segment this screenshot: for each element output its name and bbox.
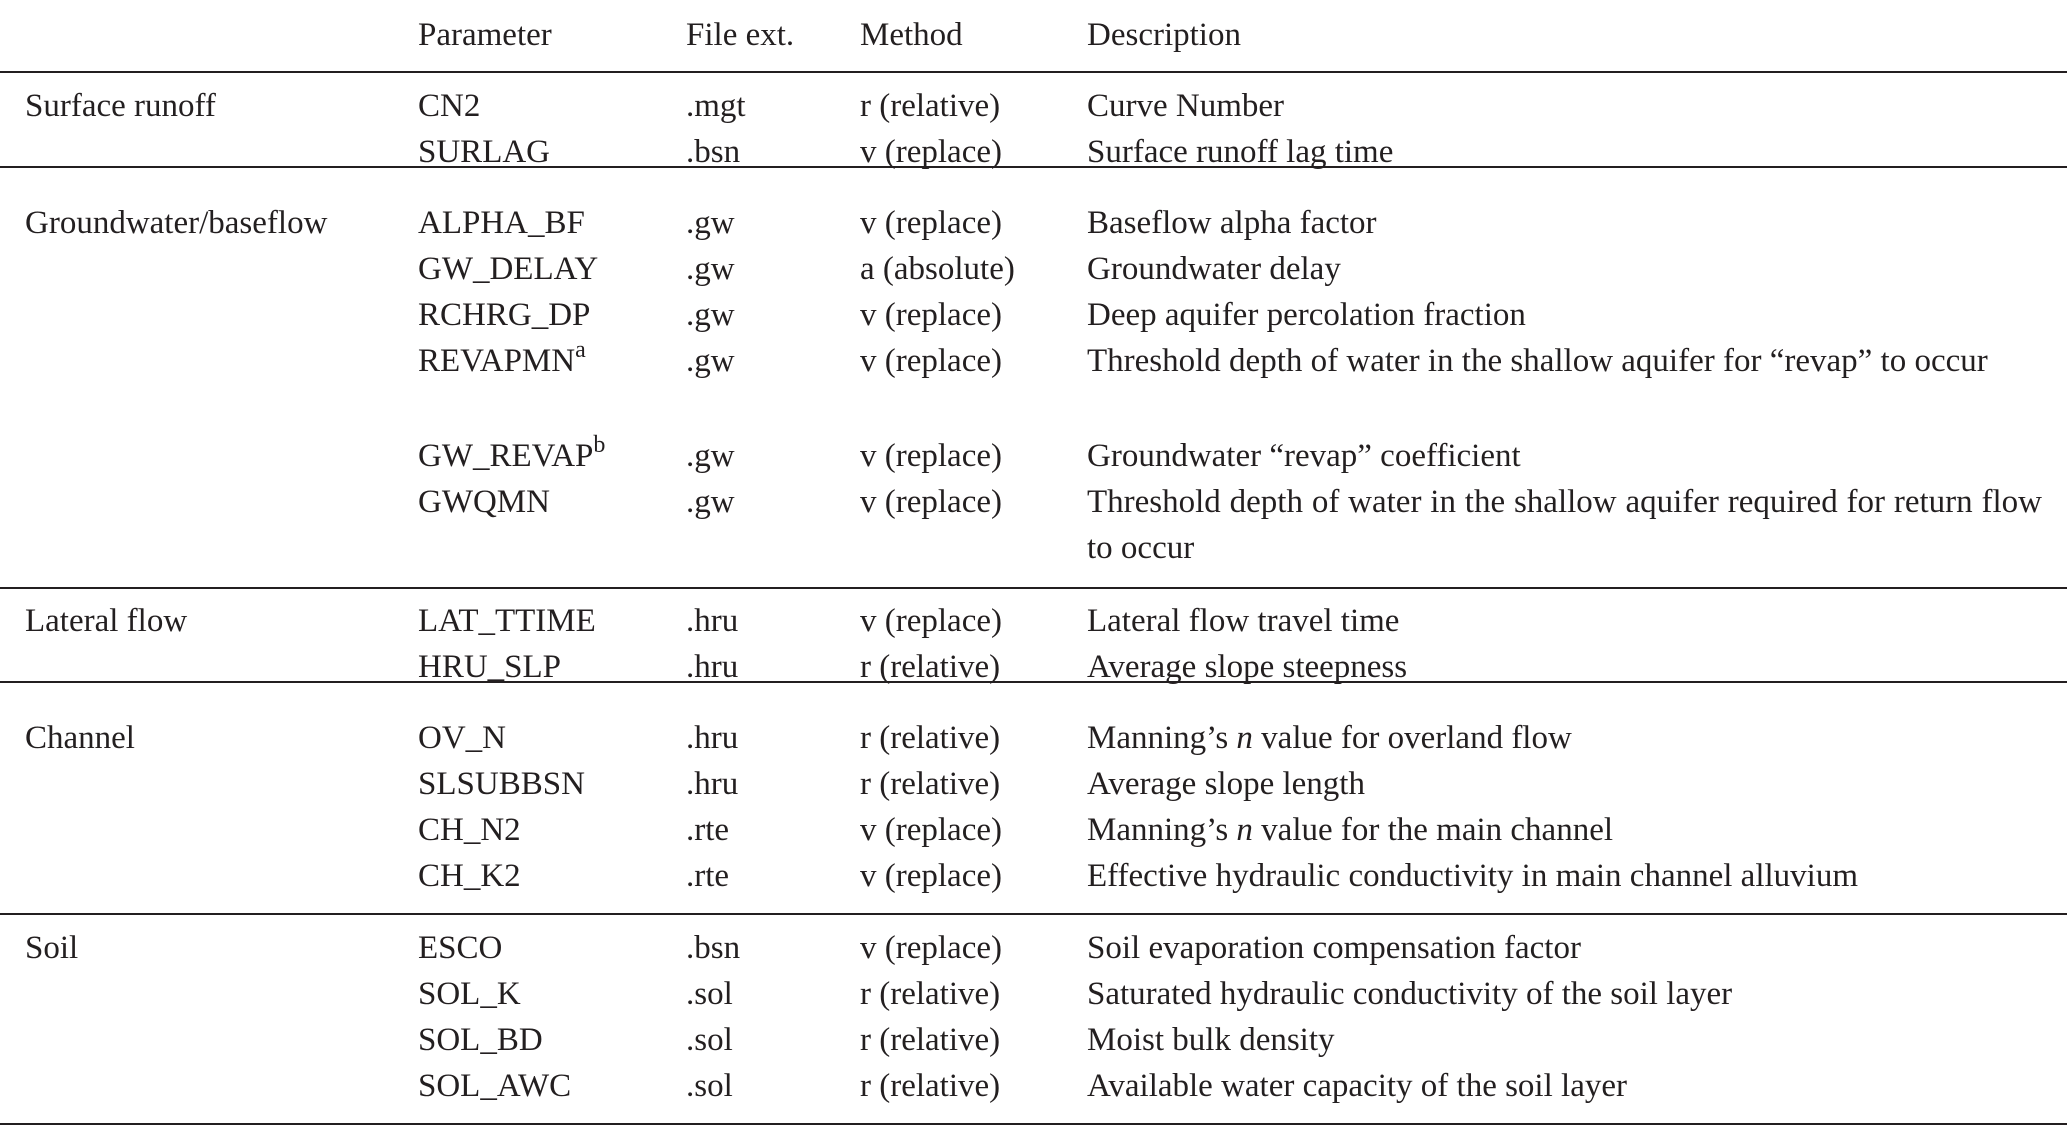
method-cell: v (replace) <box>860 858 1002 894</box>
footnote-marker: a <box>575 337 586 363</box>
method-cell: v (replace) <box>860 297 1002 333</box>
header-parameter: Parameter <box>418 17 552 53</box>
ext-cell: .gw <box>686 343 735 379</box>
group-label: Lateral flow <box>25 603 188 639</box>
description-cell <box>1087 715 2042 761</box>
bottom-rule <box>0 1123 2067 1125</box>
header-rule <box>0 71 2067 73</box>
parameter-cell: SLSUBBSN <box>418 766 585 802</box>
method-cell: v (replace) <box>860 812 1002 848</box>
ext-cell: .rte <box>686 812 730 848</box>
parameter-name: REVAPMN <box>418 343 576 379</box>
method-cell: v (replace) <box>860 205 1002 241</box>
footnote-marker: b <box>593 432 606 458</box>
parameter-cell: CH_K2 <box>418 858 521 894</box>
description-cell <box>1087 807 2042 853</box>
ext-cell: .bsn <box>686 930 741 966</box>
description-cell: Threshold depth of water in the shallow aquifer for “revap” to occur <box>1087 343 1988 379</box>
parameter-cell: SURLAG <box>418 134 551 170</box>
description-italic: n <box>1236 812 1253 848</box>
description-italic: n <box>1236 720 1253 756</box>
header-method: Method <box>860 17 963 53</box>
description-cell: Average slope steepness <box>1087 649 1408 685</box>
method-cell: r (relative) <box>860 1068 1001 1104</box>
ext-cell: .bsn <box>686 134 741 170</box>
description-cell: Threshold depth of water in the shallow aquifer required for return flow to occur <box>1087 484 2042 566</box>
description-cell: Curve Number <box>1087 88 1285 124</box>
method-cell: v (replace) <box>860 343 1002 379</box>
group-label: Groundwater/baseflow <box>25 205 328 241</box>
method-cell: v (replace) <box>860 484 1002 520</box>
ext-cell: .gw <box>686 438 735 474</box>
description-cell: Deep aquifer percolation fraction <box>1087 297 1526 333</box>
ext-cell: .sol <box>686 1022 733 1058</box>
group-label: Surface runoff <box>25 88 216 124</box>
parameter-cell <box>418 433 605 479</box>
description-cell: Soil evaporation compensation factor <box>1087 930 1581 966</box>
ext-cell: .rte <box>686 858 730 894</box>
header-description: Description <box>1087 17 1241 53</box>
method-cell: v (replace) <box>860 134 1002 170</box>
method-cell: r (relative) <box>860 720 1001 756</box>
ext-cell: .gw <box>686 484 735 520</box>
parameter-name: GW_REVAP <box>418 438 594 474</box>
ext-cell: .gw <box>686 297 735 333</box>
parameter-cell: CN2 <box>418 88 481 124</box>
parameter-cell: LAT_TTIME <box>418 603 596 639</box>
ext-cell: .sol <box>686 1068 733 1104</box>
description-cell: Effective hydraulic conductivity in main channel alluvium <box>1087 858 1858 894</box>
group-label: Soil <box>25 930 79 966</box>
group-divider <box>0 587 2067 589</box>
parameter-cell: SOL_K <box>418 976 521 1012</box>
ext-cell: .hru <box>686 649 739 685</box>
parameter-cell: HRU_SLP <box>418 649 562 685</box>
description-text: value for overland flow <box>1252 720 1572 756</box>
method-cell: r (relative) <box>860 766 1001 802</box>
parameter-cell: GW_DELAY <box>418 251 599 287</box>
parameter-cell <box>418 338 586 384</box>
ext-cell: .hru <box>686 720 739 756</box>
parameter-cell: SOL_BD <box>418 1022 543 1058</box>
parameter-cell: SOL_AWC <box>418 1068 572 1104</box>
description-cell: Groundwater “revap” coefficient <box>1087 438 1521 474</box>
ext-cell: .hru <box>686 603 739 639</box>
parameter-cell: RCHRG_DP <box>418 297 591 333</box>
ext-cell: .sol <box>686 976 733 1012</box>
group-divider <box>0 913 2067 915</box>
ext-cell: .gw <box>686 205 735 241</box>
method-cell: v (replace) <box>860 603 1002 639</box>
description-text: Manning’s <box>1087 812 1237 848</box>
description-cell: Moist bulk density <box>1087 1022 1335 1058</box>
description-cell: Saturated hydraulic conductivity of the soil layer <box>1087 976 1733 1012</box>
ext-cell: .hru <box>686 766 739 802</box>
method-cell: r (relative) <box>860 1022 1001 1058</box>
header-file-ext: File ext. <box>686 17 795 53</box>
description-text: value for the main channel <box>1252 812 1614 848</box>
description-cell: Surface runoff lag time <box>1087 134 1394 170</box>
description-cell: Groundwater delay <box>1087 251 1341 287</box>
description-cell: Average slope length <box>1087 766 1365 802</box>
description-cell: Lateral flow travel time <box>1087 603 1400 639</box>
parameter-cell: ESCO <box>418 930 503 966</box>
description-text: Manning’s <box>1087 720 1237 756</box>
parameter-cell: CH_N2 <box>418 812 521 848</box>
group-label: Channel <box>25 720 135 756</box>
method-cell: r (relative) <box>860 88 1001 124</box>
parameter-cell: ALPHA_BF <box>418 205 585 241</box>
method-cell: v (replace) <box>860 438 1002 474</box>
description-cell: Baseflow alpha factor <box>1087 205 1377 241</box>
method-cell: r (relative) <box>860 649 1001 685</box>
ext-cell: .gw <box>686 251 735 287</box>
ext-cell: .mgt <box>686 88 746 124</box>
parameter-cell: OV_N <box>418 720 506 756</box>
method-cell: v (replace) <box>860 930 1002 966</box>
method-cell: r (relative) <box>860 976 1001 1012</box>
method-cell: a (absolute) <box>860 251 1015 287</box>
parameter-cell: GWQMN <box>418 484 550 520</box>
description-cell: Available water capacity of the soil layer <box>1087 1068 1627 1104</box>
